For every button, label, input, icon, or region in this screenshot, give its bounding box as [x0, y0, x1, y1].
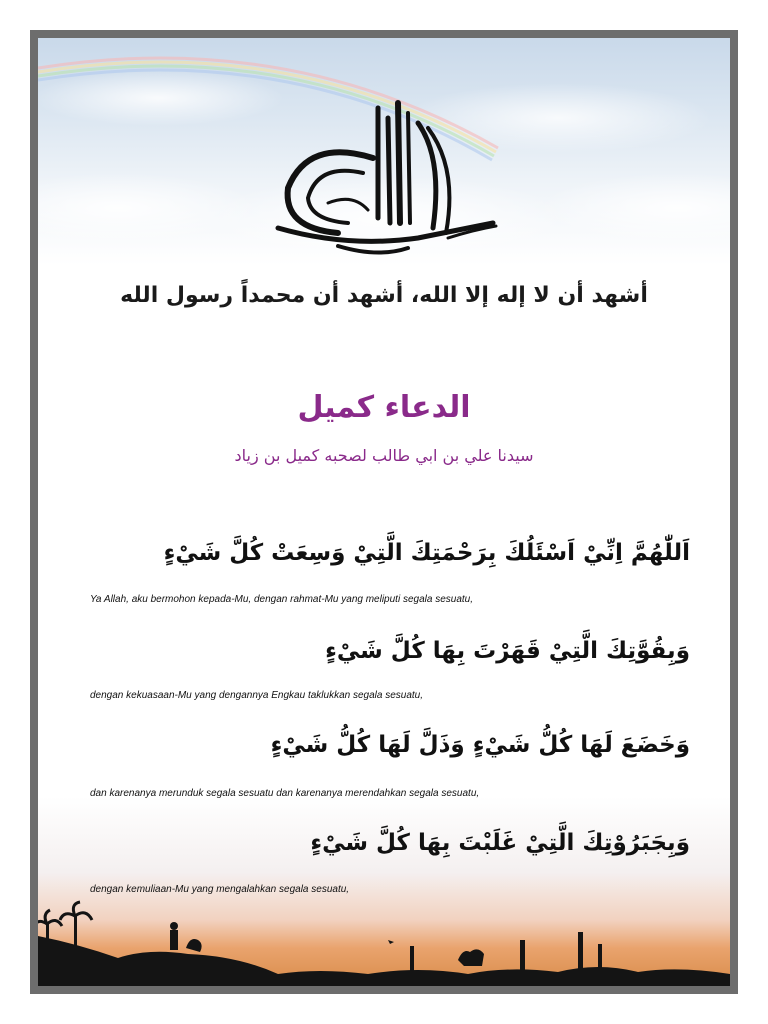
verse-translation-4: dengan kemuliaan-Mu yang mengalahkan segala sesuatu,	[90, 884, 350, 895]
page-subtitle: سيدنا علي بن ابي طالب لصحبه كميل بن زياد	[234, 446, 534, 465]
shahada-text: أشهد أن لا إله إلا الله، أشهد أن محمداً رسول الله	[120, 283, 648, 308]
verse-arabic-4: وَبِجَبَرُوْتِكَ الَّتِيْ غَلَبْتَ بِهَا كُلَّ شَيْءٍ	[310, 830, 690, 856]
verse-arabic-2: وَبِقُوَّتِكَ الَّتِيْ قَهَرْتَ بِهَا كُلَّ شَيْءٍ	[325, 638, 690, 664]
verse-translation-1: Ya Allah, aku bermohon kepada-Mu, dengan rahmat-Mu yang meliputi segala sesuatu,	[90, 594, 474, 605]
bismillah-calligraphy-icon	[268, 98, 498, 258]
page-background	[38, 38, 730, 986]
page-frame	[30, 30, 738, 994]
verse-arabic-3: وَخَضَعَ لَهَا كُلُّ شَيْءٍ وَذَلَّ لَهَا كُلُّ شَيْءٍ	[270, 732, 690, 758]
verse-translation-2: dengan kekuasaan-Mu yang dengannya Engkau taklukkan segala sesuatu,	[90, 690, 424, 701]
verse-translation-3: dan karenanya merunduk segala sesuatu dan karenanya merendahkan segala sesuatu,	[90, 788, 480, 799]
verse-arabic-1: اَللّٰهُمَّ اِنِّيْ اَسْئَلُكَ بِرَحْمَتِكَ الَّتِيْ وَسِعَتْ كُلَّ شَيْءٍ	[163, 540, 690, 566]
page-title: الدعاء كميل	[297, 390, 471, 425]
desert-silhouette-icon	[38, 896, 730, 986]
